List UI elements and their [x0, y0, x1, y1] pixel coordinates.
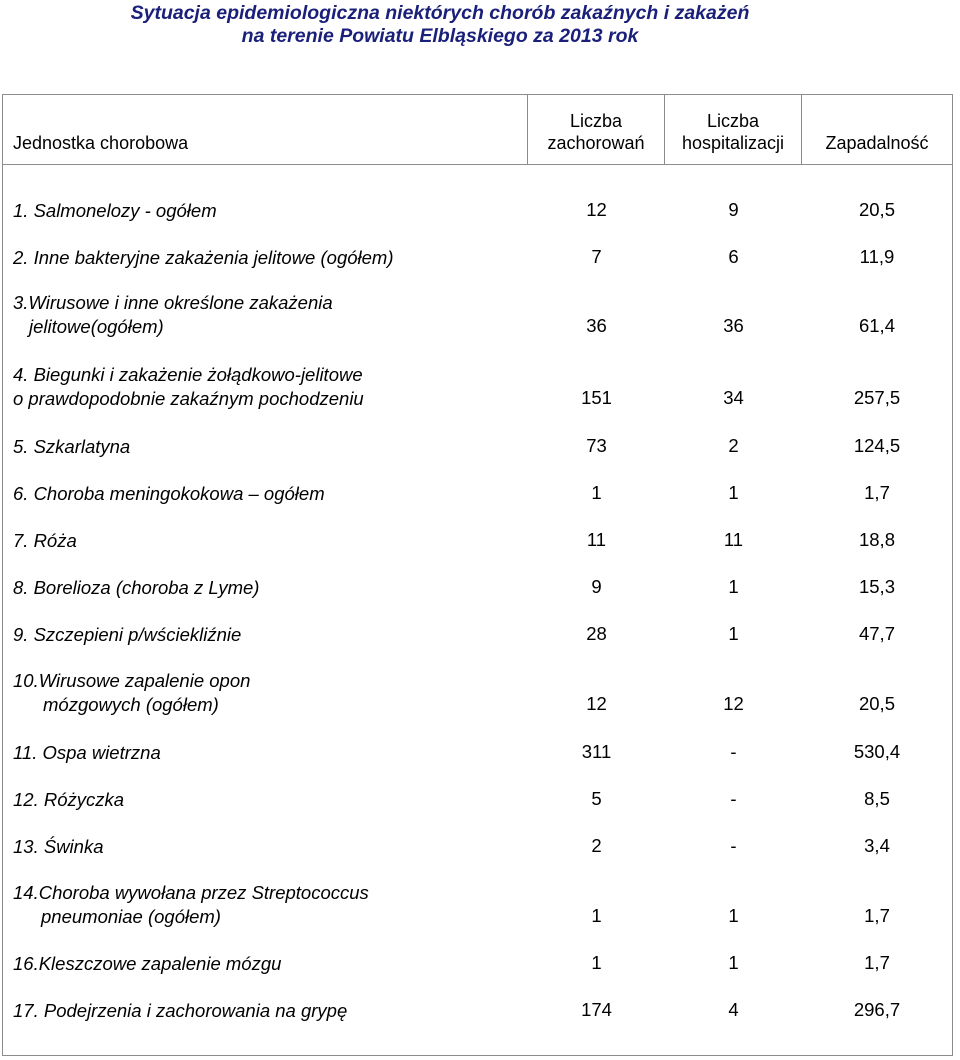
row-name: 6. Choroba meningokokowa – ogółem: [13, 483, 325, 504]
header-cases: [528, 95, 665, 164]
row-name-cont: mózgowych (ogółem): [43, 694, 219, 715]
row-name-cont: jelitowe(ogółem): [29, 316, 164, 337]
row-hospitalizations: -: [730, 741, 737, 762]
row-cases: 9: [591, 576, 602, 597]
row-cases: 12: [586, 199, 607, 220]
row-cases: 36: [586, 315, 607, 336]
row-hospitalizations: 6: [728, 246, 739, 267]
header-hosp-line2: hospitalizacji: [681, 133, 785, 153]
row-name: 12. Różyczka: [13, 789, 125, 810]
row-name: 14.Choroba wywołana przez Streptococcus: [13, 882, 369, 903]
header-hospitalizations: [665, 95, 802, 164]
row-name: 1. Salmonelozy - ogółem: [13, 200, 217, 221]
title-line-2: na terenie Powiatu Elbląskiego za 2013 rok: [241, 25, 639, 47]
row-cases: 2: [591, 835, 602, 856]
row-name: 5. Szkarlatyna: [13, 436, 131, 457]
row-name: 16.Kleszczowe zapalenie mózgu: [13, 953, 282, 974]
row-name: 8. Borelioza (choroba z Lyme): [13, 577, 260, 598]
table-header: [3, 95, 952, 165]
row-cases: 7: [591, 246, 602, 267]
row-incidence: 530,4: [853, 741, 901, 762]
row-incidence: 1,7: [864, 905, 890, 926]
row-hospitalizations: 36: [723, 315, 744, 336]
row-incidence: 20,5: [858, 693, 895, 714]
row-incidence: 296,7: [853, 999, 901, 1020]
row-name-cont: o prawdopodobnie zakaźnym pochodzeniu: [13, 388, 364, 409]
header-hosp-line1: Liczba: [706, 111, 760, 131]
header-incidence: [802, 95, 952, 164]
page-title: [0, 2, 880, 48]
row-hospitalizations: 1: [728, 905, 739, 926]
header-cases-line2: zachorowań: [547, 133, 645, 153]
disease-table: [2, 94, 953, 1056]
table-body: [3, 165, 952, 1055]
row-hospitalizations: 2: [728, 435, 739, 456]
row-cases: 1: [591, 952, 602, 973]
row-hospitalizations: 1: [728, 576, 739, 597]
row-name: 9. Szczepieni p/wściekliźnie: [13, 624, 242, 645]
row-name: 2. Inne bakteryjne zakażenia jelitowe (ogółem): [13, 247, 394, 268]
row-incidence: 47,7: [858, 623, 895, 644]
row-incidence: 20,5: [858, 199, 895, 220]
row-name-cont: pneumoniae (ogółem): [41, 906, 221, 927]
row-cases: 73: [586, 435, 607, 456]
row-incidence: 61,4: [858, 315, 895, 336]
header-cases-line1: Liczba: [569, 111, 623, 131]
row-hospitalizations: 34: [723, 387, 744, 408]
row-name: 17. Podejrzenia i zachorowania na grypę: [13, 1000, 348, 1021]
row-name: 10.Wirusowe zapalenie opon: [13, 670, 251, 691]
row-cases: 151: [581, 387, 612, 408]
row-hospitalizations: -: [730, 788, 737, 809]
row-hospitalizations: 1: [728, 623, 739, 644]
header-incidence-label: Zapadalność: [825, 133, 929, 153]
row-cases: 1: [591, 482, 602, 503]
row-hospitalizations: 12: [723, 693, 744, 714]
row-cases: 1: [591, 905, 602, 926]
row-hospitalizations: -: [730, 835, 737, 856]
row-cases: 311: [581, 741, 612, 762]
row-incidence: 11,9: [859, 246, 895, 267]
row-cases: 12: [586, 693, 607, 714]
row-name: 13. Świnka: [13, 836, 104, 857]
title-line-1: Sytuacja epidemiologiczna niektórych chorób zakaźnych i zakażeń: [130, 2, 750, 24]
row-hospitalizations: 1: [728, 482, 739, 503]
row-cases: 174: [581, 999, 612, 1020]
row-incidence: 124,5: [853, 435, 901, 456]
row-name: 7. Róża: [13, 530, 77, 551]
row-name: 11. Ospa wietrzna: [13, 742, 161, 763]
row-cases: 11: [586, 529, 607, 550]
header-unit-label: Jednostka chorobowa: [13, 133, 189, 153]
header-unit: [3, 95, 528, 164]
row-incidence: 257,5: [853, 387, 901, 408]
row-incidence: 1,7: [864, 482, 890, 503]
row-incidence: 15,3: [858, 576, 895, 597]
row-hospitalizations: 1: [728, 952, 739, 973]
row-incidence: 8,5: [864, 788, 890, 809]
row-hospitalizations: 9: [728, 199, 739, 220]
row-cases: 28: [586, 623, 607, 644]
row-hospitalizations: 4: [728, 999, 739, 1020]
row-cases: 5: [591, 788, 602, 809]
row-incidence: 18,8: [858, 529, 895, 550]
row-incidence: 1,7: [864, 952, 890, 973]
row-name: 3.Wirusowe i inne określone zakażenia: [13, 292, 333, 313]
row-incidence: 3,4: [864, 835, 890, 856]
row-name: 4. Biegunki i zakażenie żołądkowo-jelitowe: [13, 364, 363, 385]
row-hospitalizations: 11: [723, 529, 744, 550]
